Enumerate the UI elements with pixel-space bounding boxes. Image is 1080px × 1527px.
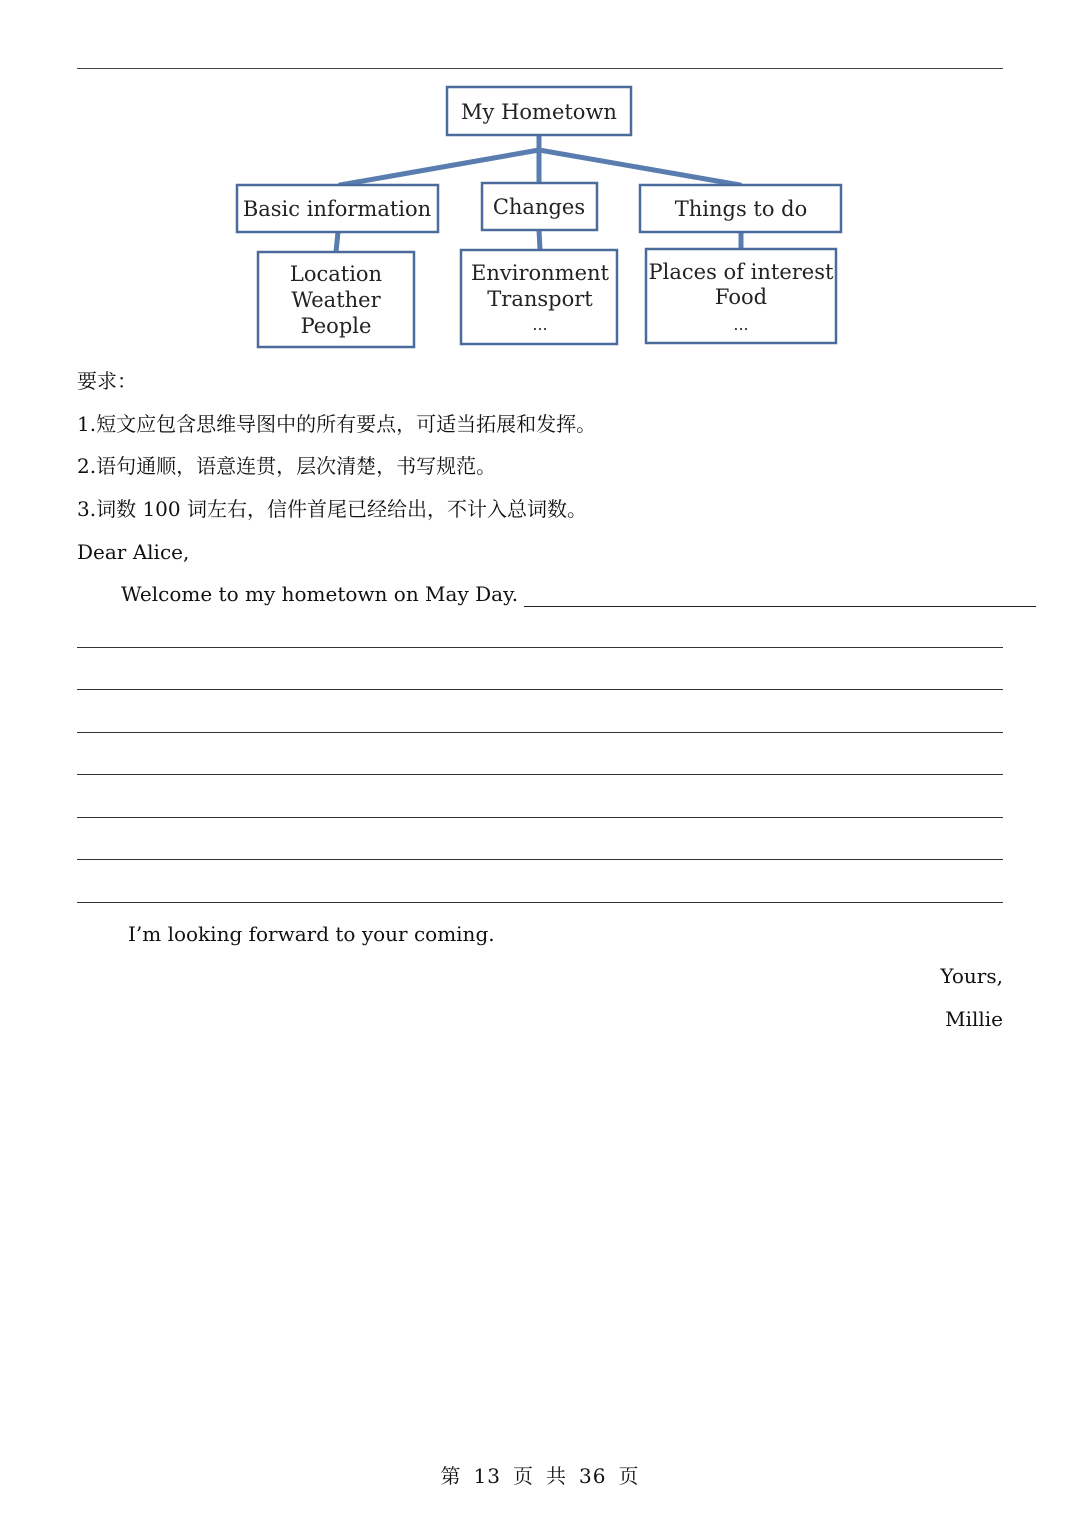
connector-root-things	[539, 150, 740, 185]
letter-signature: Millie	[945, 1007, 1003, 1031]
connector-root-basic	[340, 150, 539, 185]
answer-line[interactable]	[77, 732, 1003, 733]
letter-closing-sentence: I’m looking forward to your coming.	[128, 922, 495, 946]
connector-basic-sub	[336, 232, 338, 252]
footer-mid2: 共	[546, 1464, 567, 1488]
sub-item-people: People	[300, 314, 372, 338]
sub-item-changes-ellipsis: ...	[532, 315, 548, 334]
answer-line[interactable]	[77, 859, 1003, 860]
root-node-label: My Hometown	[461, 100, 617, 124]
answer-line[interactable]	[77, 902, 1003, 903]
answer-line[interactable]	[77, 774, 1003, 775]
requirement-item-2: 2.语句通顺，语意连贯，层次清楚，书写规范。	[77, 454, 497, 478]
branch-label-changes: Changes	[492, 195, 586, 219]
footer-total-pages: 36	[579, 1464, 607, 1488]
sub-item-things-ellipsis: ...	[733, 315, 749, 334]
answer-line[interactable]	[77, 689, 1003, 690]
answer-line[interactable]	[77, 817, 1003, 818]
letter-opening-line	[121, 581, 1036, 607]
sub-item-transport: Transport	[487, 287, 593, 311]
letter-opening: Welcome to my hometown on May Day.	[121, 582, 519, 606]
letter-greeting: Dear Alice,	[77, 540, 190, 564]
letter-signoff: Yours,	[940, 964, 1003, 988]
mind-map	[0, 0, 1080, 360]
sub-item-places-of-interest: Places of interest	[648, 260, 834, 284]
page-footer	[0, 1460, 1080, 1489]
connector-changes-sub	[539, 230, 540, 250]
footer-mid1: 页	[513, 1464, 534, 1488]
footer-page-number: 13	[473, 1464, 501, 1488]
answer-line[interactable]	[77, 647, 1003, 648]
sub-item-weather: Weather	[291, 288, 381, 312]
requirement-item-1: 1.短文应包含思维导图中的所有要点，可适当拓展和发挥。	[77, 412, 597, 436]
requirements-heading: 要求：	[77, 369, 137, 393]
branch-label-things-to-do: Things to do	[674, 197, 808, 221]
sub-item-environment: Environment	[471, 261, 609, 285]
footer-prefix: 第	[440, 1464, 462, 1488]
footer-suffix: 页	[618, 1464, 640, 1488]
branch-label-basic-information: Basic information	[242, 197, 432, 221]
sub-item-food: Food	[714, 285, 768, 309]
answer-blank-inline[interactable]	[524, 584, 1036, 607]
requirement-item-3: 3.词数 100 词左右，信件首尾已经给出，不计入总词数。	[77, 497, 587, 521]
sub-item-location: Location	[289, 262, 383, 286]
